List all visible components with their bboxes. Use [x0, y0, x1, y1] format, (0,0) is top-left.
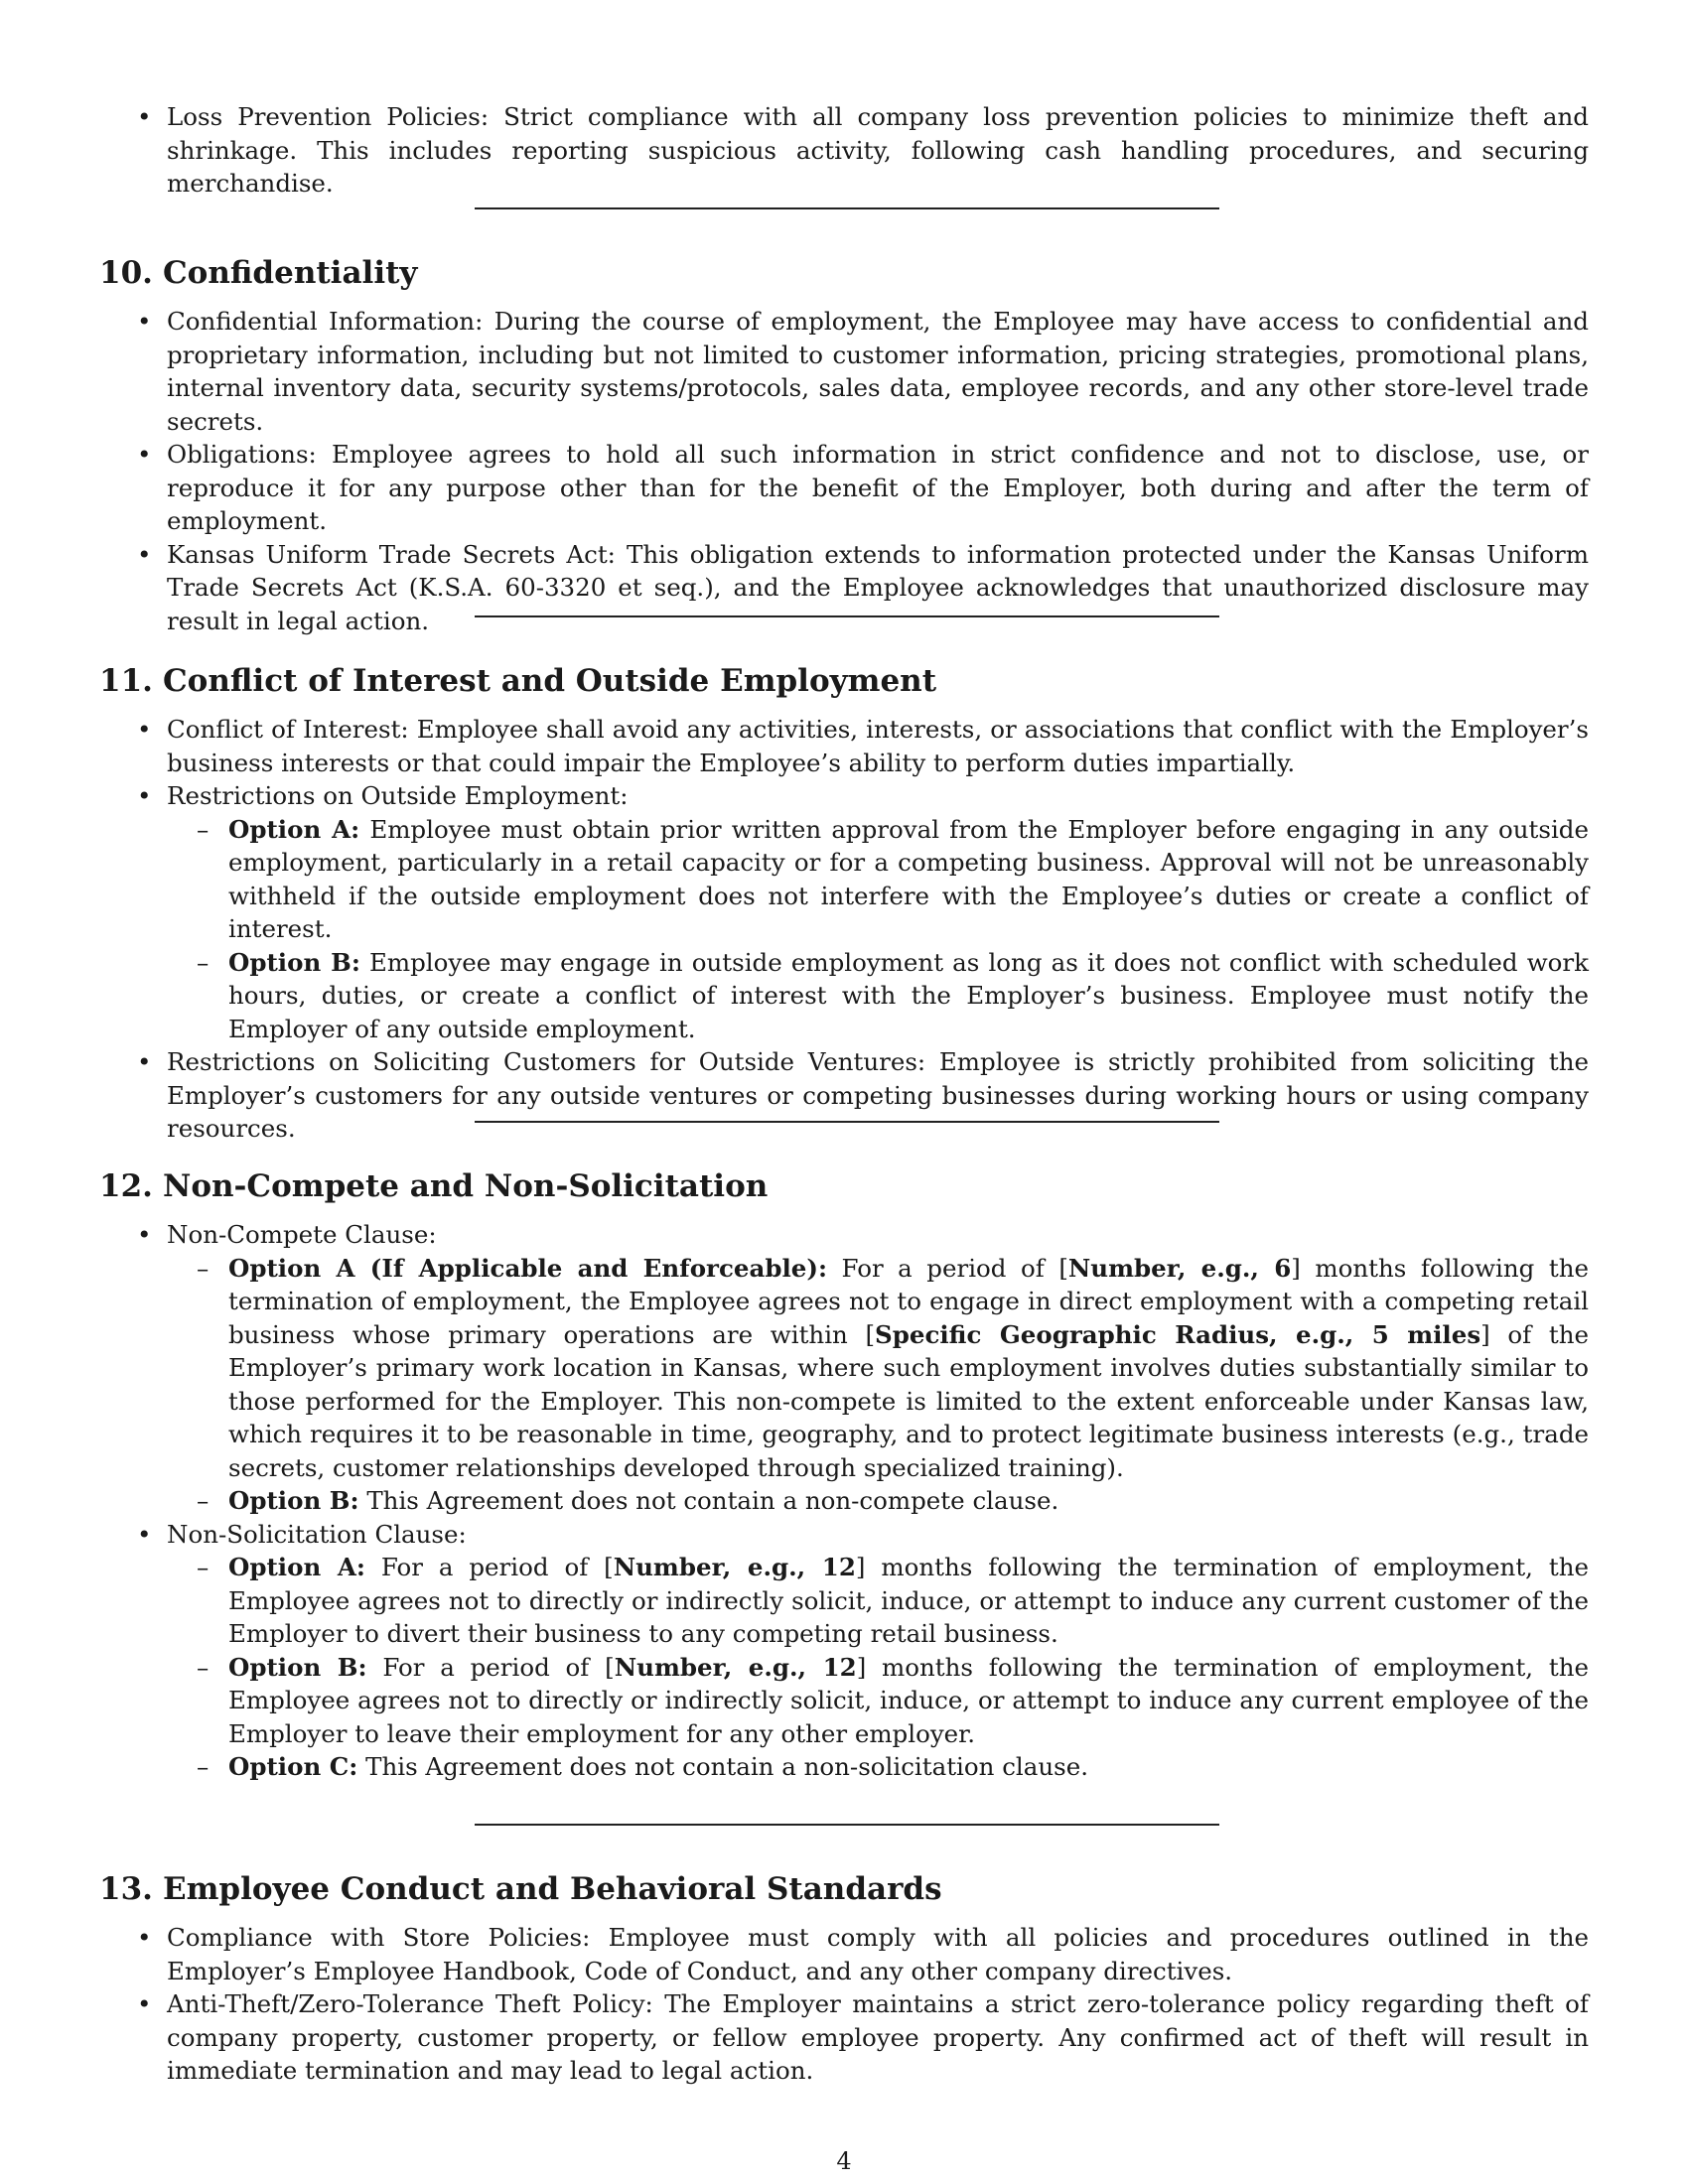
sub-list — [99, 1252, 1589, 1518]
section-divider — [475, 1824, 1219, 1826]
section-divider — [475, 615, 1219, 617]
option-text: This Agreement does not contain a non-solicitation clause. — [357, 1752, 1089, 1781]
section-number: 10. — [99, 255, 153, 291]
section-divider — [475, 207, 1219, 209]
list-item-obligations: • Obligations: Employee agrees to hold all such information in strict confidence and not to disclose, use, or reproduce it for any purpose other than for the benefit of the Employer, both during and after the term of employment. — [99, 438, 1589, 538]
page-number: 4 — [836, 2147, 852, 2175]
document-page — [99, 0, 1589, 2184]
section-title: Confidentiality — [163, 255, 418, 291]
list-item-conflict-of-interest: • Conflict of Interest: Employee shall avoid any activities, interests, or associations that conflict with the Employer’s business interests or that could impair the Employee’s ability to perform duties impartially. — [99, 713, 1589, 779]
list-item-kansas-trade-secrets: • Kansas Uniform Trade Secrets Act: This obligation extends to information protected under the Kansas Uniform Trade Secrets Act (K.S.A. 60-3320 et seq.), and the Employee acknowledges that unauthorized disclosure may result in legal action. — [99, 538, 1589, 638]
option-text: Employee must obtain prior written approval from the Employer before engaging in any outside employment, particularly in a retail capacity or for a competing business. Approval will not be unreasonably withheld if the outside employment does not interfere with the Employee’s duties or create a conflict of interest. — [228, 814, 1589, 943]
option-label: Option B: — [228, 947, 360, 977]
option-text: ] months following the termination of employment, the Employee agrees not to engage in direct employment with a competing retail business whose primary operations are within [ — [228, 1253, 1589, 1349]
section-title: Non-Compete and Non-Solicitation — [163, 1168, 769, 1204]
placeholder-radius: Specific Geographic Radius, e.g., 5 miles — [875, 1319, 1481, 1349]
list-item-outside-employment — [99, 779, 1589, 1045]
section-11 — [99, 661, 1589, 1146]
bullet-list — [99, 1218, 1589, 1784]
option-label: Option A: — [228, 814, 360, 844]
placeholder-months: Number, e.g., 6 — [1067, 1253, 1292, 1283]
loss-prevention-block — [99, 100, 1589, 201]
option-text: ] months following the termination of employment, the Employee agrees not to directly or indirectly solicit, induce, or attempt to induce any current customer of the Employer to divert their business to any competing retail business. — [228, 1553, 1589, 1648]
section-13 — [99, 1869, 1589, 2088]
bullet-list — [99, 1921, 1589, 2088]
list-item-loss-prevention: • Loss Prevention Policies: Strict compliance with all company loss prevention policies to minimize theft and shrinkage. This includes reporting suspicious activity, following cash handling procedures, and securing merchandise. — [99, 100, 1589, 201]
placeholder-months: Number, e.g., 12 — [614, 1652, 857, 1682]
sub-item-noncompete-option-b — [167, 1484, 1589, 1518]
option-text: Employee may engage in outside employment as long as it does not conflict with scheduled work hours, duties, or create a conflict of interest with the Employer’s business. Employee must notify the Employer of any outside employment. — [228, 947, 1589, 1043]
option-label: Option B: — [228, 1486, 359, 1515]
section-title: Employee Conduct and Behavioral Standards — [163, 1871, 942, 1907]
sub-list — [99, 1551, 1589, 1784]
option-text: This Agreement does not contain a non-compete clause. — [358, 1486, 1059, 1515]
option-text: For a period of [ — [364, 1553, 614, 1581]
option-label: Option C: — [228, 1752, 358, 1781]
placeholder-months: Number, e.g., 12 — [613, 1553, 856, 1581]
option-text: For a period of [ — [366, 1652, 615, 1682]
option-label: Option A: — [228, 1553, 365, 1581]
section-number: 12. — [99, 1168, 153, 1204]
section-10 — [99, 253, 1589, 637]
list-item-non-solicitation — [99, 1518, 1589, 1784]
list-item-anti-theft: • Anti-Theft/Zero-Tolerance Theft Policy: The Employer maintains a strict zero-tolerance policy regarding theft of company property, customer property, or fellow employee property. Any confirmed act of theft will result in immediate termination and may lead to legal action. — [99, 1987, 1589, 2088]
sub-list — [99, 813, 1589, 1046]
section-number: 13. — [99, 1871, 153, 1907]
section-title: Conflict of Interest and Outside Employment — [163, 663, 937, 699]
section-heading — [99, 1166, 1589, 1206]
section-heading — [99, 661, 1589, 701]
bullet-list — [99, 713, 1589, 1146]
sub-item-nonsolicit-option-b — [167, 1651, 1589, 1751]
list-item-label: Non-Compete Clause: — [167, 1220, 437, 1249]
sub-item-noncompete-option-a — [167, 1252, 1589, 1485]
section-12 — [99, 1166, 1589, 1784]
sub-item-nonsolicit-option-a — [167, 1551, 1589, 1651]
sub-item-outside-option-a — [167, 813, 1589, 946]
section-divider — [475, 1121, 1219, 1123]
list-item-soliciting-customers: • Restrictions on Soliciting Customers for Outside Ventures: Employee is strictly prohibited from soliciting the Employer’s customers for any outside ventures or competing businesses during working hours or using company resources. — [99, 1045, 1589, 1146]
sub-item-outside-option-b — [167, 946, 1589, 1046]
option-label: Option B: — [228, 1652, 367, 1682]
list-item-store-policies: • Compliance with Store Policies: Employee must comply with all policies and procedures outlined in the Employer’s Employee Handbook, Code of Conduct, and any other company directives. — [99, 1921, 1589, 1987]
sub-item-nonsolicit-option-c — [167, 1750, 1589, 1784]
option-label: Option A (If Applicable and Enforceable): — [228, 1253, 828, 1283]
list-item-label: Non-Solicitation Clause: — [167, 1519, 467, 1549]
list-item-non-compete — [99, 1218, 1589, 1518]
bullet-list — [99, 305, 1589, 637]
bullet-list — [99, 100, 1589, 201]
section-number: 11. — [99, 663, 153, 699]
option-text: ] of the Employer’s primary work location in Kansas, where such employment involves duties substantially similar to those performed for the Employer. This non-compete is limited to the extent enforceable under Kansas law, which requires it to be reasonable in time, geography, and to protect legitimate business interests (e.g., trade secrets, customer relationships developed through specialized training). — [228, 1319, 1589, 1482]
section-heading — [99, 1869, 1589, 1909]
option-text: For a period of [ — [827, 1253, 1068, 1283]
option-text: ] months following the termination of employment, the Employee agrees not to directly or indirectly solicit, induce, or attempt to induce any current employee of the Employer to leave their employment for any other employer. — [228, 1652, 1589, 1748]
list-item-label: Restrictions on Outside Employment: — [167, 781, 629, 810]
list-item-confidential-information: • Confidential Information: During the course of employment, the Employee may have access to confidential and proprietary information, including but not limited to customer information, pricing strategies, promotional plans, internal inventory data, security systems/protocols, sales data, employee records, and any other store-level trade secrets. — [99, 305, 1589, 438]
section-heading — [99, 253, 1589, 293]
